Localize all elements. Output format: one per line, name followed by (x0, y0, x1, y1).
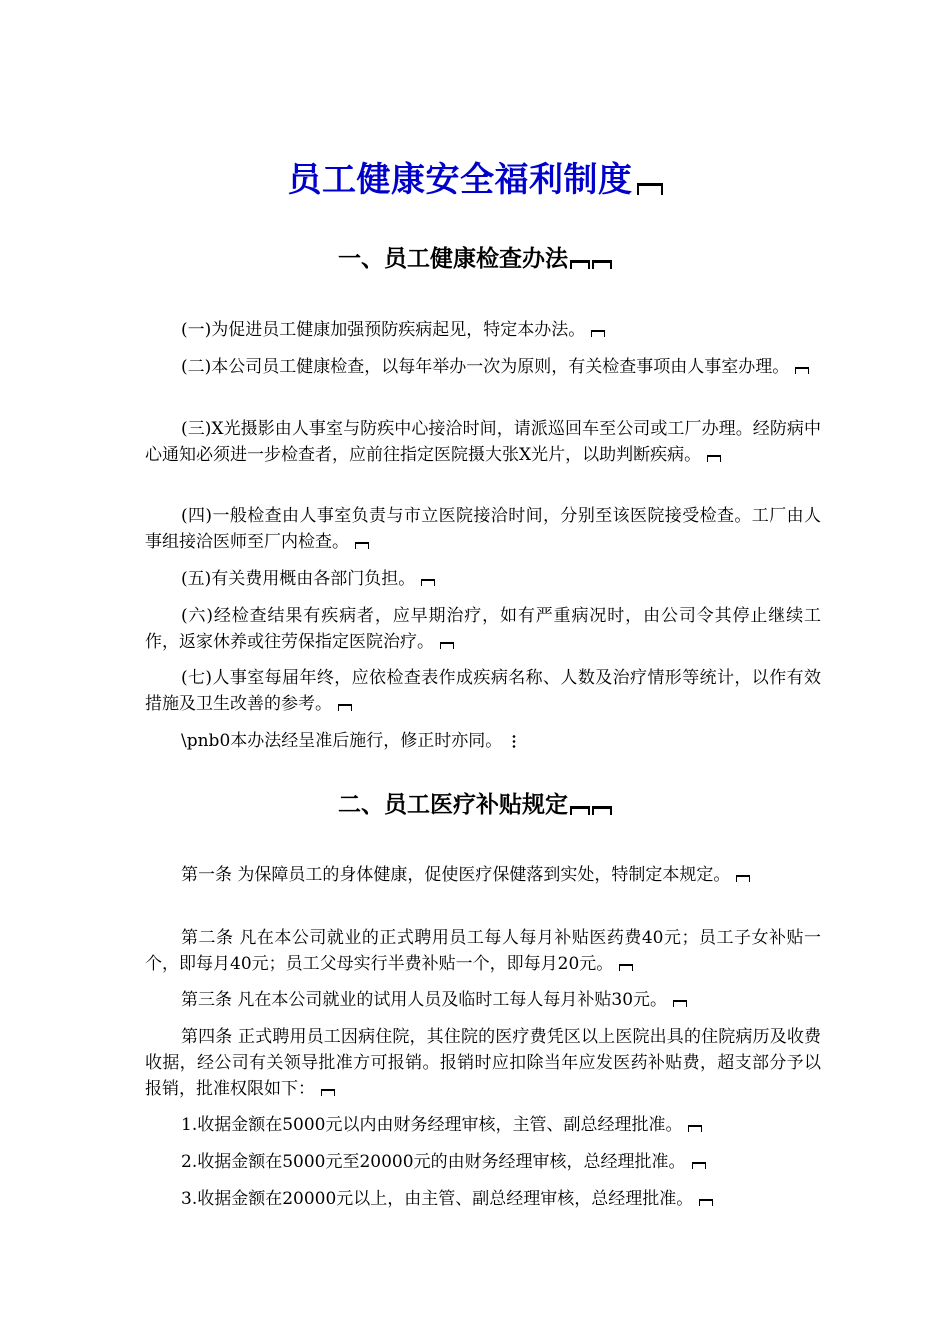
paragraph-mark-icon (338, 704, 352, 711)
paragraph-text: (六)经检查结果有疾病者，应早期治疗，如有严重病况时，由公司令其停止继续工作，返家休养或往劳保指定医院治疗。 (145, 606, 821, 652)
paragraph-mark-icon (673, 1000, 687, 1007)
paragraph-mark-icon (591, 330, 605, 337)
paragraph-text: 第四条 正式聘用员工因病住院，其住院的医疗费凭区以上医院出具的住院病历及收费收据，经公司有关领导批准方可报销。报销时应扣除当年应发医药补贴费，超支部分予以报销，批准权限如下： (145, 1027, 821, 1099)
section2-paragraph (145, 1149, 821, 1175)
paragraph-text: 第三条 凡在本公司就业的试用人员及临时工每人每月补贴30元。 (181, 990, 668, 1010)
document-title (0, 152, 950, 201)
section2-paragraph (145, 925, 821, 977)
paragraph-mark-icon (699, 1199, 713, 1206)
section1-paragraph (145, 728, 821, 754)
paragraph-mark-icon (440, 642, 454, 649)
paragraph-mark-icon (592, 260, 612, 269)
section1-paragraph (145, 665, 821, 717)
paragraph-mark-icon (570, 806, 590, 815)
document-title-text: 员工健康安全福利制度 (287, 160, 633, 200)
paragraph-mark-icon (592, 806, 612, 815)
section1-paragraph (145, 503, 821, 555)
paragraph-text: (四)一般检查由人事室负责与市立医院接洽时间，分别至该医院接受检查。工厂由人事组接洽医师至厂内检查。 (145, 506, 821, 552)
paragraph-mark-icon (570, 260, 590, 269)
paragraph-text: 1.收据金额在5000元以内由财务经理审核，主管、副总经理批准。 (181, 1115, 683, 1135)
section1-paragraph (145, 603, 821, 655)
paragraph-mark-icon (688, 1125, 702, 1132)
section-heading-2-text: 二、员工医疗补贴规定 (338, 791, 568, 818)
section-heading-1-text: 一、员工健康检查办法 (338, 245, 568, 272)
paragraph-text: (一)为促进员工健康加强预防疾病起见，特定本办法。 (181, 320, 586, 340)
paragraph-text: 3.收据金额在20000元以上，由主管、副总经理审核，总经理批准。 (181, 1189, 694, 1209)
paragraph-text: (五)有关费用概由各部门负担。 (181, 569, 416, 589)
paragraph-text: 2.收据金额在5000元至20000元的由财务经理审核，总经理批准。 (181, 1152, 686, 1172)
paragraph-text: (三)X光摄影由人事室与防疾中心接洽时间，请派巡回车至公司或工厂办理。经防病中心通知必须进一步检查者，应前往指定医院摄大张X光片，以助判断疾病。 (145, 419, 821, 465)
section1-paragraph (145, 317, 821, 343)
section-heading-2 (0, 786, 950, 819)
paragraph-text: (七)人事室每届年终，应依检查表作成疾病名称、人数及治疗情形等统计，以作有效措施及卫生改善的参考。 (145, 668, 821, 714)
paragraph-mark-icon (707, 455, 721, 462)
section2-paragraph (145, 1112, 821, 1138)
paragraph-mark-icon (355, 542, 369, 549)
section2-paragraph (145, 987, 821, 1013)
paragraph-text: (二)本公司员工健康检查，以每年举办一次为原则，有关检查事项由人事室办理。 (181, 357, 790, 377)
paragraph-mark-icon (692, 1162, 706, 1169)
section2-paragraph (145, 862, 821, 888)
paragraph-mark-icon (795, 367, 809, 374)
section-heading-1 (0, 240, 950, 273)
section1-paragraph (145, 354, 821, 380)
section1-paragraph (145, 566, 821, 592)
paragraph-text: \pnb0本办法经呈准后施行，修正时亦同。 (181, 731, 503, 751)
section1-paragraph (145, 416, 821, 468)
paragraph-mark-icon (321, 1089, 335, 1096)
paragraph-mark-icon (421, 579, 435, 586)
paragraph-text: 第一条 为保障员工的身体健康，促使医疗保健落到实处，特制定本规定。 (181, 865, 731, 885)
section2-paragraph (145, 1186, 821, 1212)
paragraph-mark-icon (736, 875, 750, 882)
vertical-dots-icon (512, 734, 516, 748)
paragraph-mark-icon (637, 183, 663, 195)
paragraph-text: 第二条 凡在本公司就业的正式聘用员工每人每月补贴医药费40元；员工子女补贴一个，即每月40元；员工父母实行半费补贴一个，即每月20元。 (145, 928, 821, 974)
paragraph-mark-icon (619, 964, 633, 971)
section2-paragraph (145, 1024, 821, 1102)
